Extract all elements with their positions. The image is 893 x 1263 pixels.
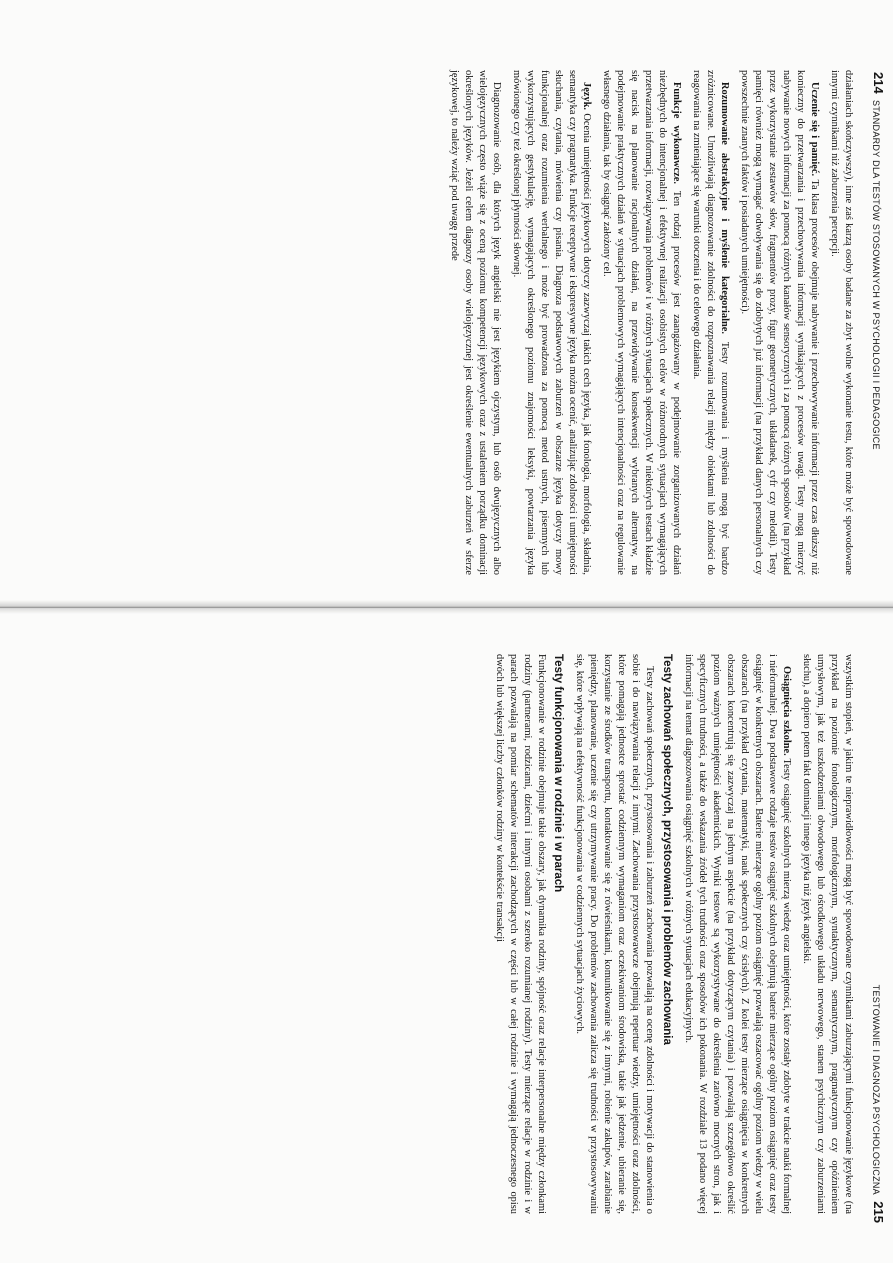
page-number-right: 215: [871, 1201, 886, 1223]
section-heading: Testy funkcjonowania w rodzinie i w parach: [552, 654, 565, 893]
paragraph: [599, 70, 683, 575]
left-page: [0, 0, 893, 600]
paragraph-term: Funkcje wykonawcze.: [671, 82, 682, 184]
book-gutter-shadow: [0, 600, 893, 614]
paragraph: [681, 654, 793, 1214]
paragraph-text: Testy osiągnięć szkolnych mierzą wiedzę oraz umiejętności, które zostały zdobyte w trakcie nauki formalnej i nieformalnej. Dwa podstawowe rodzaje testów osiągnięć szkolnych obejmują baterie mierzące ogólny poziom osiągnięć oraz testy osiągnięć w konkretnych obszarach. Baterie mierzące ogólny poziom osiągnięć pozwalają oszacować ogólny poziom wiedzy w wielu obszarach (na przykład czytania, matematyki, nauk społecznych czy ścisłych). Z kolei testy mierzące osiągnięcia w konkretnych obszarach koncentrują się zazwyczaj na jednym aspekcie (na przykład dotyczącym czytania) i pozwalają szczegółowo określić poziom ważnych umiejętności akademickich. Wyniki testowe są wykorzystywane do określenia zarówno mocnych stron, jak i specyficznych trudności, a także do wskazania źródeł tych trudności oraz sposobów ich pokonania. W rozdziale 13 podano więcej informacji na temat diagnozowania osiągnięć szkolnych w różnych sytuacjach edukacyjnych.: [683, 654, 792, 1214]
paragraph: Testy zachowań społecznych, przystosowania i zaburzeń zachowania pozwalają na ocenę zdolności i motywacji do stanowienia o sobie i do nawiązywania relacji z innymi. Zachowania przystosowawcze obejmują repertuar wiedzy, umiejętności oraz zdolności, które pomagają jednostce sprostać codziennym wymaganiom oraz oczekiwaniom środowiska, takie jak jedzenie, ubieranie się, korzystanie ze środków transportu, kontaktowanie się z rówieśnikami, komunikowanie się z innymi, robienie zakupów, zarabianie pieniędzy, planowanie, uczenie się czy utrzymywanie pracy. Do problemów zachowania zalicza się trudności w przystosowywaniu się, które wpływają na efektywność funkcjonowania w codziennych sytuacjach życiowych.: [574, 654, 656, 1214]
paragraph-term: Rozumowanie abstrakcyjne i myślenie kategorialne.: [719, 82, 730, 334]
running-head-right: TESTOWANIE I DIAGNOZA PSYCHOLOGICZNA: [871, 984, 881, 1195]
paragraph-text: Ta klasa procesów obejmuje nabywanie i przechowywanie informacji przez czas dłuższy niż konieczny do przetwarzania i przechowywania informacji wynikających z procesów uwagi. Testy mogą mierzyć nabywanie nowych informacji za pomocą różnych kanałów sensorycznych i za pomocą różnych sposobów (na przykład przez wykorzystanie zestawów słów, fragmentów prozy, figur geometrycznych, układanek, cyfr czy melodii). Testy pamięci również mogą wymagać odwoływania się do zdobytych już informacji (na przykład danych personalnych czy powszechnie znanych faktów i posiadanych umiejętności).: [739, 70, 820, 575]
paragraph-text: Ocenia umiejętności językowych dotyczy zazwyczaj takich cech języka, jak fonologia, morfologia, składnia, semantyka czy pragmatyka. Funkcje receptywne i ekspresywne języka można ocenić, analizując zdolności i umiejętności słuchania, czytania, mówienia czy pisania. Diagnoza podstawowych zaburzeń w obszarze języka dotyczy mowy funkcjonalnej oraz rozumienia werbalnego i może być prowadzona za pomocą metod ustnych, pisemnych lub wykorzystujących gestykulację, wymagających określonego poziomu znajomości leksyki, powtarzania języka mówionego czy też określonej płynności słownej.: [511, 70, 592, 575]
paragraph: [689, 70, 731, 575]
paragraph: działaniach skończywszy), inne zaś karzą osoby badane za zbyt wolne wykonanie testu, które może być spowodowane innymi czynnikami niż zaburzenia percepcji.: [829, 70, 854, 575]
running-head-left: STANDARDY DLA TESTÓW STOSOWANYCH W PSYCHOLOGII I PEDAGOGICE: [871, 100, 881, 450]
paragraph-text: Ten rodzaj procesów jest zaangażowany w podejmowanie zorganizowanych działań niezbędnych do intencjonalnej i efektywnej realizacji osobistych celów w różnorodnych sytuacjach wymagających przetwarzania informacji, rozwiązywania problemów i w różnych sytuacjach społecznych. W niektórych testach kładzie się nacisk na planowanie racjonalnych działań, na przewidywanie konsekwencji wybranych alternatyw, na podejmowanie praktycznych działań w sytuacjach problemowych wymagających intencjonalności oraz na regulowanie własnego działania, tak by osiągnąć założony cel.: [601, 70, 682, 575]
paragraph: wszystkim stopień, w jakim te nieprawidłowości mogą być spowodowane czynnikami zaburzającymi funkcjonowanie językowe (na przykład na poziomie fonologicznym, morfologicznym, syntaktycznym, semantycznym, pragmatycznym czy opóźnieniem umysłowym, jak też uszkodzeniami obwodowego lub ośrodkowego układu nerwowego, stanem psychicznym czy zaburzeniami słuchu), a dopiero potem fakt dominacji innego języka niż język angielski.: [801, 654, 854, 1214]
paragraph-term: Osiągnięcia szkolne.: [781, 666, 792, 756]
paragraph-term: Język.: [581, 82, 592, 110]
paragraph-text: Testy rozumowania i myślenia mogą być bardzo zróżnicowane. Umożliwiają diagnozowanie zdolności do rozpoznawania relacji między obiektami lub zdolności do reagowania na zmieniające się warunki otoczenia i do celowego działania.: [691, 70, 730, 575]
left-page-body: [441, 70, 855, 575]
section-heading: Testy zachowań społecznych, przystosowania i problemów zachowania: [661, 654, 673, 1045]
right-page: [0, 614, 893, 1263]
paragraph: Diagnozowanie osób, dla których język angielski nie jest językiem ojczystym, lub osób dwujęzycznych albo wielojęzycznych często wiąże się z oceną poziomu kompetencji językowych oraz z ustaleniem porządku dominacji określonych języków. Jeżeli celem diagnozy osoby wielojęzycznej jest określenie ewentualnych zaburzeń w sferze językowej, to należy wziąć pod uwagę przede: [449, 70, 502, 575]
paragraph: [737, 70, 821, 575]
right-page-body: [486, 654, 855, 1214]
paragraph: [509, 70, 593, 575]
paragraph-term: Uczenie się i pamięć.: [809, 82, 820, 177]
paragraph: Funkcjonowanie w rodzinie obejmuje takie obszary, jak dynamika rodziny, spójność oraz relacje interpersonalne między członkami rodziny (partnerami, rodzicami, dziećmi i innymi osobami z szeroko rozumianej rodziny). Testy mierzące relacje w rodzinie i w parach pozwalają na pomiar schematów interakcji zachodzących w części lub w całej rodzinie i wymagają jednoczesnego opisu dwóch lub większej liczby członków rodziny w kontekście transakcji: [494, 654, 547, 1214]
page-number-left: 214: [871, 72, 886, 94]
